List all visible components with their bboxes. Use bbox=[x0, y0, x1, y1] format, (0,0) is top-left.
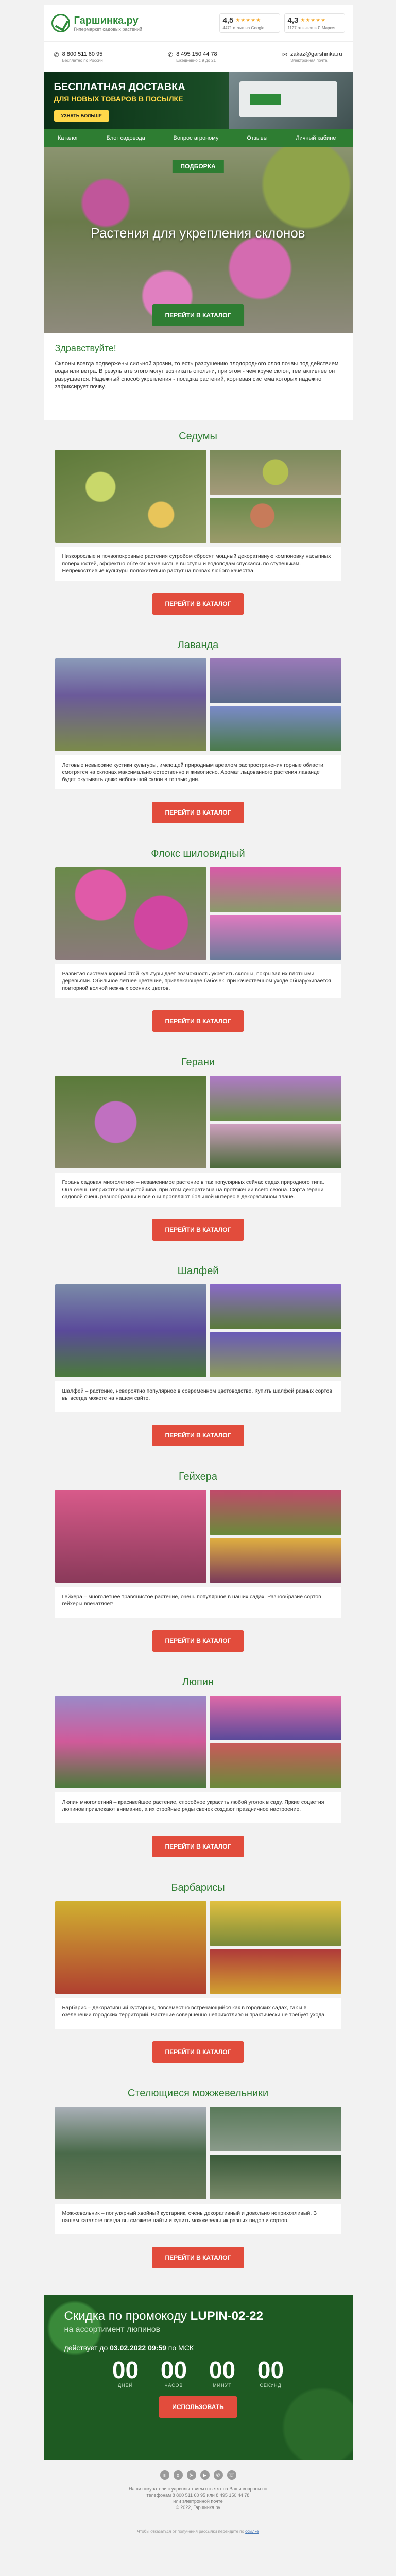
timer-label: МИНУТ bbox=[213, 2383, 232, 2388]
catalog-button[interactable]: ПЕРЕЙТИ В КАТАЛОГ bbox=[152, 802, 245, 823]
nav-item-blog[interactable]: Блог садовода bbox=[106, 135, 145, 141]
ratings bbox=[219, 13, 345, 33]
plant-photo bbox=[210, 867, 341, 912]
plant-photo bbox=[55, 658, 206, 751]
footer-text bbox=[44, 2486, 353, 2511]
use-promo-button[interactable]: ИСПОЛЬЗОВАТЬ bbox=[159, 2396, 237, 2418]
plant-photo bbox=[55, 1284, 206, 1377]
star-rating-icon: ★★★★★ bbox=[300, 18, 326, 23]
viber-icon[interactable]: ☏ bbox=[227, 2470, 236, 2480]
footer-line: телефонам 8 800 511 60 95 или 8 495 150 44 78 bbox=[146, 2493, 250, 2498]
logo[interactable] bbox=[51, 14, 142, 32]
plant-photo bbox=[210, 1124, 341, 1168]
plant-photo bbox=[210, 1901, 341, 1946]
footer-line: или электронной почте bbox=[173, 2499, 223, 2504]
promo-title bbox=[64, 2309, 332, 2324]
plant-photo bbox=[55, 867, 206, 960]
truck-icon bbox=[239, 81, 337, 117]
section-title: Герани bbox=[181, 1057, 215, 1068]
section-lavender bbox=[44, 639, 353, 838]
plant-photo bbox=[55, 1076, 206, 1168]
plant-photo bbox=[55, 1901, 206, 1994]
footer bbox=[44, 2460, 353, 2514]
rating-text: 4471 отзыв на Google bbox=[222, 26, 265, 30]
section-text: Низкорослые и почвопокровные растения сугробом сбросят мощный декоративную компоновку насыпных поверхностей, эффектно обтекая каменистые выступы и водоподам спускаясь по ступенькам. Непрекостливые культуры положительно растут на почвах любого качества. bbox=[55, 547, 341, 581]
timer-hours bbox=[156, 2357, 192, 2388]
hero-title: Растения для укрепления склонов bbox=[91, 225, 305, 241]
contact-note: Ежедневно с 9 до 21 bbox=[176, 58, 216, 63]
plant-photo bbox=[210, 1284, 341, 1329]
section-phlox bbox=[44, 848, 353, 1046]
plant-photo bbox=[210, 1949, 341, 1994]
whatsapp-icon[interactable]: ✆ bbox=[214, 2470, 223, 2480]
promo-subtitle: на ассортимент люпинов bbox=[64, 2325, 161, 2334]
logo-subtitle: Гипермаркет садовых растений bbox=[74, 26, 142, 32]
timer-minutes bbox=[204, 2357, 240, 2388]
catalog-button[interactable]: ПЕРЕЙТИ В КАТАЛОГ bbox=[152, 1630, 245, 1652]
unsubscribe-link[interactable]: ссылке bbox=[245, 2529, 259, 2534]
rating-text: 1127 отзывов в Я.Маркет bbox=[287, 26, 336, 30]
plant-photo bbox=[210, 498, 341, 543]
ok-icon[interactable]: о bbox=[174, 2470, 183, 2480]
plant-photo bbox=[210, 706, 341, 751]
catalog-button[interactable]: ПЕРЕЙТИ В КАТАЛОГ bbox=[152, 1010, 245, 1032]
deadline-prefix: действует до bbox=[64, 2344, 108, 2352]
section-title: Гейхера bbox=[179, 1471, 217, 1482]
contacts-bar bbox=[44, 41, 353, 72]
plant-photo bbox=[55, 2107, 206, 2199]
nav-item-agronomist[interactable]: Вопрос агроному bbox=[173, 135, 219, 141]
hero-badge: ПОДБОРКА bbox=[172, 160, 223, 173]
greeting: Здравствуйте! bbox=[55, 343, 116, 353]
contact-value: zakaz@garshinka.ru bbox=[290, 51, 342, 57]
section-barberry bbox=[44, 1882, 353, 2077]
vk-icon[interactable]: в bbox=[160, 2470, 169, 2480]
promo-deadline bbox=[64, 2344, 332, 2352]
plant-photo bbox=[210, 658, 341, 703]
section-title: Лаванда bbox=[177, 639, 219, 651]
plant-photo bbox=[210, 1490, 341, 1535]
phone-icon: ✆ bbox=[168, 51, 174, 58]
catalog-button[interactable]: ПЕРЕЙТИ В КАТАЛОГ bbox=[152, 2247, 245, 2268]
timer-label: ЧАСОВ bbox=[164, 2383, 183, 2388]
contact-email[interactable] bbox=[282, 51, 342, 63]
plant-photo bbox=[210, 1076, 341, 1121]
timer-seconds bbox=[253, 2357, 289, 2388]
timer-label: СЕКУНД bbox=[260, 2383, 282, 2388]
rating-market[interactable] bbox=[284, 13, 345, 33]
plant-photo bbox=[210, 915, 341, 960]
section-salvia bbox=[44, 1265, 353, 1461]
plant-photo bbox=[210, 1538, 341, 1583]
plant-photo bbox=[210, 2107, 341, 2151]
plant-photo bbox=[55, 450, 206, 543]
banner-subtitle: ДЛЯ НОВЫХ ТОВАРОВ В ПОСЫЛКЕ bbox=[54, 95, 183, 103]
catalog-button[interactable]: ПЕРЕЙТИ В КАТАЛОГ bbox=[152, 1425, 245, 1446]
deadline-date: 03.02.2022 09:59 bbox=[110, 2344, 166, 2352]
section-title: Седумы bbox=[179, 431, 217, 442]
header bbox=[44, 5, 353, 41]
timer-value: 00 bbox=[209, 2357, 236, 2383]
rating-google[interactable] bbox=[219, 13, 280, 33]
timer-value: 00 bbox=[112, 2357, 139, 2383]
banner-title: БЕСПЛАТНАЯ ДОСТАВКА bbox=[54, 81, 185, 93]
section-text: Можжевельник – популярный хвойный кустарник, очень декоративный и довольно неприхотливый. В нашем каталоге всегда вы сможете найти и купить можжевельник разных видов и сортов. bbox=[55, 2204, 341, 2234]
section-text: Шалфей – растение, невероятно популярное в современном цветоводстве. Купить шалфей разных сортов вы всегда можете на нашем сайте. bbox=[55, 1381, 341, 1412]
logo-title: Гаршинка.ру bbox=[74, 14, 139, 26]
section-geranium bbox=[44, 1057, 353, 1255]
logo-icon bbox=[51, 14, 70, 32]
star-rating-icon: ★★★★★ bbox=[235, 18, 262, 23]
main-nav bbox=[44, 129, 353, 147]
section-heuchera bbox=[44, 1471, 353, 1666]
nav-item-account[interactable]: Личный кабинет bbox=[296, 135, 339, 141]
nav-item-catalog[interactable]: Каталог bbox=[57, 135, 78, 141]
youtube-icon[interactable]: ▶ bbox=[200, 2470, 210, 2480]
catalog-button[interactable]: ПЕРЕЙТИ В КАТАЛОГ bbox=[152, 1836, 245, 1857]
phone-icon: ✆ bbox=[54, 51, 59, 58]
section-lupin bbox=[44, 1676, 353, 1872]
plant-photo bbox=[55, 1696, 206, 1788]
section-title: Барбарисы bbox=[171, 1882, 225, 1893]
delivery-banner[interactable] bbox=[44, 72, 353, 129]
section-text: Люпин многолетний – красивейшее растение, способное украсить любой уголок в саду. Яркие соцветия люпинов привлекают внимание, а их стройные ряды свечек создают праздничное настроение. bbox=[55, 1792, 341, 1823]
plant-photo bbox=[210, 2155, 341, 2199]
section-text: Герань садовая многолетняя – незаменимое растение в так популярных сейчас садах природного типа. Она очень неприхотлива и устойчива, при этом декоративна на протяжении всего сезона. Сорта герани садовой очень разнообразны и все они проявляют большой интерес в декоративном плане. bbox=[55, 1173, 341, 1207]
section-text: Барбарис – декоративный кустарник, повсеместно встречающийся как в городских садах, так и в озеленении городских территорий. Растение совершенно неприхотливо и практически не требует ухода. bbox=[55, 1998, 341, 2029]
social-links bbox=[44, 2470, 353, 2480]
section-text: Развитая система корней этой культуры дает возможность укрепить склоны, покрывая их плотными деревьями. Обильное летнее цветение, привлекающее бабочек, при качественном уходе обнаруживается повторной волной нежных осенних цветов. bbox=[55, 964, 341, 998]
rating-value: 4,5 bbox=[222, 16, 234, 25]
nav-item-reviews[interactable]: Отзывы bbox=[247, 135, 268, 141]
banner-button[interactable]: УЗНАТЬ БОЛЬШЕ bbox=[54, 110, 109, 122]
section-text: Летовые невысокие кустики культуры, имеющей природным ареалом распространения горные области, смотрятся на склонах максимально естественно и живописно. Аромат льцованного растения лаванде будет окутывать даже небольшой склон в теплые дни. bbox=[55, 755, 341, 789]
contact-value: 8 495 150 44 78 bbox=[176, 51, 217, 57]
section-text: Гейхера – многолетнее травянистое растение, очень популярное в наших садах. Разнообразие сортов гейхеры впечатляет! bbox=[55, 1587, 341, 1618]
plant-photo bbox=[210, 1332, 341, 1377]
plant-photo bbox=[210, 1696, 341, 1740]
footer-copyright: © 2022, Гаршинка.ру bbox=[176, 2505, 220, 2510]
catalog-button[interactable]: ПЕРЕЙТИ В КАТАЛОГ bbox=[152, 593, 245, 615]
plant-photo bbox=[210, 1743, 341, 1788]
contact-phone-free[interactable] bbox=[54, 51, 103, 63]
mail-icon: ✉ bbox=[282, 51, 288, 58]
timer-value: 00 bbox=[257, 2357, 284, 2383]
promo-title-text: Скидка по промокоду bbox=[64, 2309, 187, 2323]
contact-value: 8 800 511 60 95 bbox=[62, 51, 103, 57]
contact-note: Бесплатно по России bbox=[62, 58, 103, 63]
unsubscribe bbox=[44, 2529, 353, 2534]
timer-value: 00 bbox=[160, 2357, 187, 2383]
contact-note: Электронная почта bbox=[290, 58, 328, 63]
timer-days bbox=[108, 2357, 144, 2388]
promo-block bbox=[44, 2295, 353, 2460]
section-title: Стелющиеся можжевельники bbox=[127, 2088, 269, 2099]
section-sedum bbox=[44, 431, 353, 629]
promo-code[interactable]: LUPIN-02-22 bbox=[190, 2309, 263, 2323]
contact-phone-moscow[interactable] bbox=[168, 51, 217, 63]
deadline-suffix: по МСК bbox=[168, 2344, 194, 2352]
countdown-timer bbox=[64, 2357, 332, 2388]
hero bbox=[44, 147, 353, 333]
plant-photo bbox=[210, 450, 341, 495]
unsubscribe-text: Чтобы отказаться от получения рассылки перейдите по bbox=[137, 2529, 244, 2534]
telegram-icon[interactable]: ➤ bbox=[187, 2470, 196, 2480]
hero-catalog-button[interactable]: ПЕРЕЙТИ В КАТАЛОГ bbox=[152, 304, 245, 326]
catalog-button[interactable]: ПЕРЕЙТИ В КАТАЛОГ bbox=[152, 2041, 245, 2063]
catalog-button[interactable]: ПЕРЕЙТИ В КАТАЛОГ bbox=[152, 1219, 245, 1241]
section-title: Флокс шиловидный bbox=[151, 848, 245, 859]
footer-line: Наши покупатели с удовольствием ответят на Ваши вопросы по bbox=[129, 2486, 267, 2492]
intro bbox=[44, 333, 353, 420]
timer-label: ДНЕЙ bbox=[117, 2383, 133, 2388]
rating-value: 4,3 bbox=[287, 16, 299, 25]
intro-text: Склоны всегда подвержены сильной эрозии, то есть разрушению плодородного слоя почвы под действием воды или ветра. В результате этого могут возникать оползни, при этом - чем круче склон, тем активнее он разрушается. Надежный способ укрепления - посадка растений, корневая система которых надежно зафиксирует почву. bbox=[55, 361, 339, 390]
section-title: Шалфей bbox=[177, 1265, 219, 1277]
section-title: Люпин bbox=[182, 1676, 214, 1688]
plant-photo bbox=[55, 1490, 206, 1583]
section-juniper bbox=[44, 2088, 353, 2283]
email-container bbox=[44, 5, 353, 2534]
